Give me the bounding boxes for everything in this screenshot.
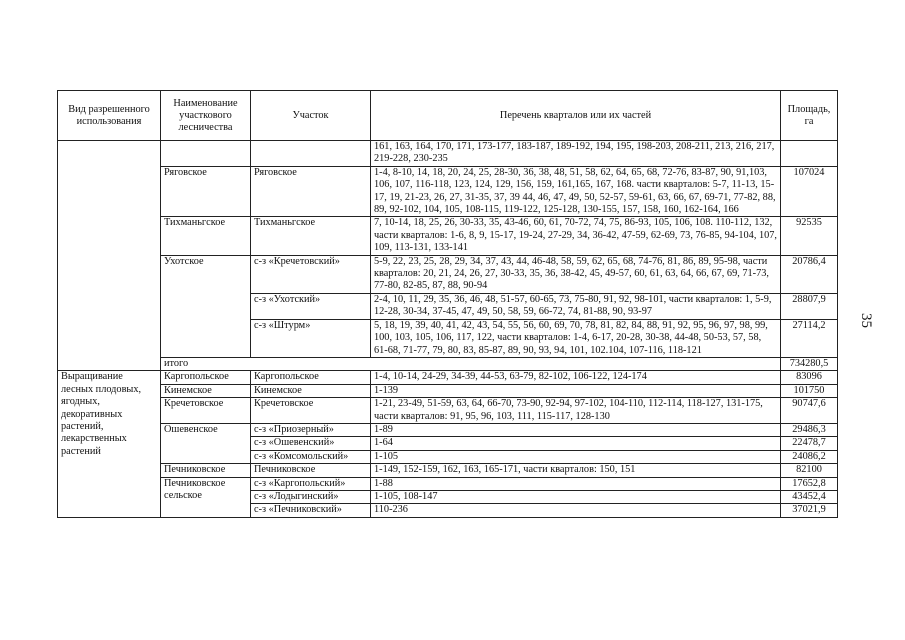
forestry-cell: Ухотское bbox=[161, 255, 251, 357]
use-type-cell: Выращивание лесных плодовых, ягодных, декоративных растений, лекарственных растений bbox=[58, 371, 161, 517]
quarters-cell: 2-4, 10, 11, 29, 35, 36, 46, 48, 51-57, 60-65, 73, 75-80, 91, 92, 98-101, части кварталов: 1, 5-9, 12-28, 30-34, 37-45, 47, 49, 50, 58, 59, 66-72, 74, 81-88, 90, 93-97 bbox=[371, 293, 781, 319]
use-type-cell bbox=[58, 141, 161, 371]
quarters-cell: 1-139 bbox=[371, 384, 781, 397]
table-header-row bbox=[58, 91, 838, 141]
header-area: Площадь, га bbox=[781, 91, 838, 141]
section-cell: с-з «Печниковский» bbox=[251, 504, 371, 517]
section-cell: с-з «Приозерный» bbox=[251, 423, 371, 436]
table-row bbox=[58, 141, 838, 167]
table-row bbox=[58, 384, 838, 397]
table-row bbox=[58, 217, 838, 255]
total-area: 734280,5 bbox=[781, 357, 838, 370]
section-cell: Ряговское bbox=[251, 166, 371, 217]
area-cell: 107024 bbox=[781, 166, 838, 217]
area-cell: 20786,4 bbox=[781, 255, 838, 293]
section-cell: Тихманьгское bbox=[251, 217, 371, 255]
quarters-cell: 1-4, 8-10, 14, 18, 20, 24, 25, 28-30, 36, 38, 48, 51, 58, 62, 64, 65, 68, 72-76, 83-87, 90, 91,103, 106, 107, 116-118, 123, 124, 129, 156, 159, 161,165, 167, 168. части кварталов: 5-7, 11-13, 15-17, 19, 21-23, 26, 27, 31-35, 37, 39 44, 46, 47, 49, 50, 52-57, 59-61, 63, 66, 67, 69-71, 77-82, 88, 89, 92-102, 104, 105, 108-115, 119-122, 125-128, 130-155, 157, 158, 160, 162-164, 166 bbox=[371, 166, 781, 217]
quarters-cell: 1-21, 23-49, 51-59, 63, 64, 66-70, 73-90, 92-94, 97-102, 104-110, 112-114, 118-127, 131-175, части кварталов: 91, 95, 96, 103, 111, 115-117, 128-130 bbox=[371, 398, 781, 424]
total-label: итого bbox=[161, 357, 781, 370]
section-cell: Кинемское bbox=[251, 384, 371, 397]
quarters-cell: 1-88 bbox=[371, 477, 781, 490]
quarters-cell: 1-105, 108-147 bbox=[371, 490, 781, 503]
table-row bbox=[58, 477, 838, 490]
forestry-cell: Печниковское сельское bbox=[161, 477, 251, 517]
section-cell: с-з «Штурм» bbox=[251, 319, 371, 357]
area-cell: 101750 bbox=[781, 384, 838, 397]
area-cell bbox=[781, 141, 838, 167]
table-row bbox=[58, 166, 838, 217]
forest-use-table bbox=[57, 90, 838, 518]
area-cell: 37021,9 bbox=[781, 504, 838, 517]
area-cell: 82100 bbox=[781, 464, 838, 477]
table-row bbox=[58, 255, 838, 293]
table-row bbox=[58, 423, 838, 436]
quarters-cell: 1-4, 10-14, 24-29, 34-39, 44-53, 63-79, 82-102, 106-122, 124-174 bbox=[371, 371, 781, 384]
forestry-cell: Ряговское bbox=[161, 166, 251, 217]
forestry-cell: Печниковское bbox=[161, 464, 251, 477]
section-cell: с-з «Лодыгинский» bbox=[251, 490, 371, 503]
area-cell: 92535 bbox=[781, 217, 838, 255]
forestry-cell: Каргопольское bbox=[161, 371, 251, 384]
section-cell: Каргопольское bbox=[251, 371, 371, 384]
quarters-cell: 1-89 bbox=[371, 423, 781, 436]
area-cell: 24086,2 bbox=[781, 450, 838, 463]
section-cell: с-з «Ухотский» bbox=[251, 293, 371, 319]
section-cell: с-з «Кречетовский» bbox=[251, 255, 371, 293]
quarters-cell: 5, 18, 19, 39, 40, 41, 42, 43, 54, 55, 56, 60, 69, 70, 78, 81, 82, 84, 88, 91, 92, 95, 96, 97, 98, 99, 100, 103, 105, 106, 117, 122, части кварталов: 1-4, 6-17, 20-28, 30-38, 44-48, 50-53, 57, 58, 61-68, 71-77, 79, 80, 83, 85-87, 89, 90, 93, 94, 101, 102.104, 107-116, 118-121 bbox=[371, 319, 781, 357]
area-cell: 83096 bbox=[781, 371, 838, 384]
forestry-cell: Кречетовское bbox=[161, 398, 251, 424]
area-cell: 43452,4 bbox=[781, 490, 838, 503]
section-cell: с-з «Ошевенский» bbox=[251, 437, 371, 450]
forestry-cell: Тихманьгское bbox=[161, 217, 251, 255]
area-cell: 27114,2 bbox=[781, 319, 838, 357]
forestry-cell bbox=[161, 141, 251, 167]
table-row bbox=[58, 464, 838, 477]
table-row bbox=[58, 371, 838, 384]
section-cell: с-з «Каргопольский» bbox=[251, 477, 371, 490]
section-cell bbox=[251, 141, 371, 167]
header-quarters: Перечень кварталов или их частей bbox=[371, 91, 781, 141]
area-cell: 17652,8 bbox=[781, 477, 838, 490]
quarters-cell: 110-236 bbox=[371, 504, 781, 517]
area-cell: 29486,3 bbox=[781, 423, 838, 436]
table-row bbox=[58, 398, 838, 424]
section-cell: Кречетовское bbox=[251, 398, 371, 424]
quarters-cell: 1-105 bbox=[371, 450, 781, 463]
header-use-type: Вид разрешенного использования bbox=[58, 91, 161, 141]
quarters-cell: 161, 163, 164, 170, 171, 173-177, 183-187, 189-192, 194, 195, 198-203, 208-211, 213, 216, 217, 219-228, 230-235 bbox=[371, 141, 781, 167]
quarters-cell: 1-64 bbox=[371, 437, 781, 450]
area-cell: 22478,7 bbox=[781, 437, 838, 450]
area-cell: 28807,9 bbox=[781, 293, 838, 319]
quarters-cell: 1-149, 152-159, 162, 163, 165-171, части кварталов: 150, 151 bbox=[371, 464, 781, 477]
header-forestry: Наименование участкового лесничества bbox=[161, 91, 251, 141]
quarters-cell: 5-9, 22, 23, 25, 28, 29, 34, 37, 43, 44, 46-48, 58, 59, 62, 65, 68, 74-76, 81, 86, 89, 95-98, части кварталов: 20, 21, 24, 26, 27, 30-33, 35, 36, 38-42, 45, 49-57, 60, 61, 63, 64, 66, 67, 69, 71-73, 77-80, 82-85, 87, 88, 90-94 bbox=[371, 255, 781, 293]
forestry-cell: Кинемское bbox=[161, 384, 251, 397]
forestry-cell: Ошевенское bbox=[161, 423, 251, 463]
total-row bbox=[58, 357, 838, 370]
header-section: Участок bbox=[251, 91, 371, 141]
page-number: 35 bbox=[858, 313, 874, 328]
quarters-cell: 7, 10-14, 18, 25, 26, 30-33, 35, 43-46, 60, 61, 70-72, 74, 75, 86-93, 105, 106, 108. 110-112, 132, части кварталов: 1-6, 8, 9, 15-17, 19-24, 27-29, 34, 36-42, 47-59, 62-69, 73, 76-85, 94-104, 107, 109, 113-131, 133-141 bbox=[371, 217, 781, 255]
section-cell: Печниковское bbox=[251, 464, 371, 477]
section-cell: с-з «Комсомольский» bbox=[251, 450, 371, 463]
area-cell: 90747,6 bbox=[781, 398, 838, 424]
